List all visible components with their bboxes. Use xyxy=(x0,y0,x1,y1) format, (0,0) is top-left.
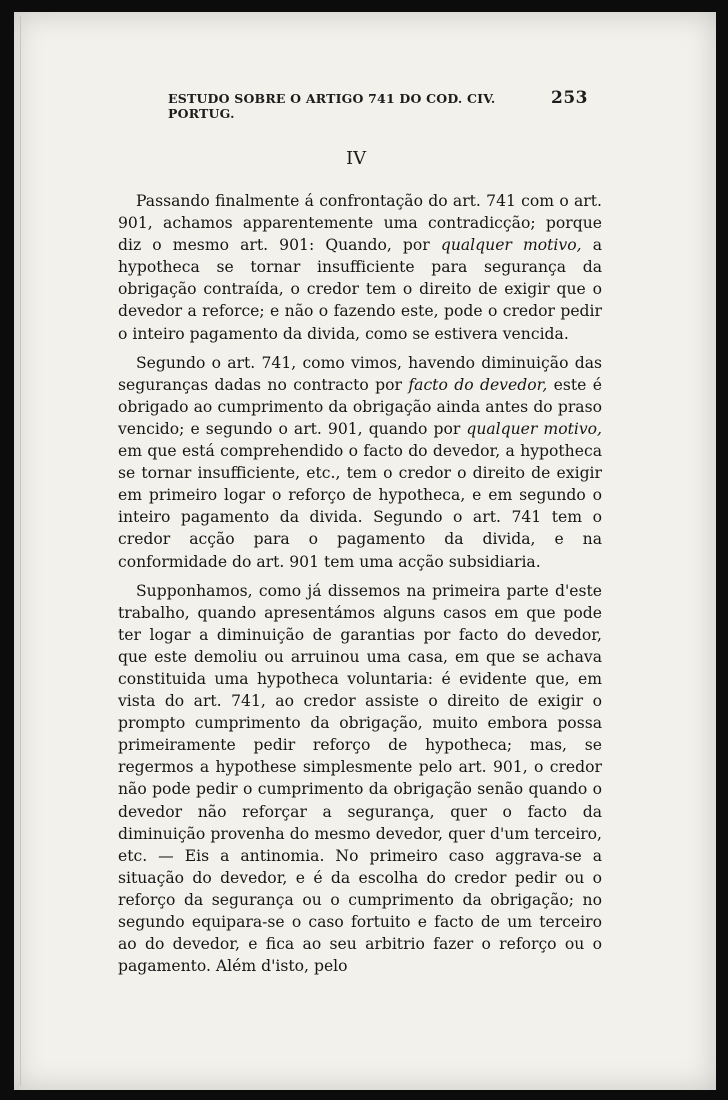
page-number: 253 xyxy=(551,88,588,108)
section-number: IV xyxy=(346,148,367,169)
text-run: este é obrigado ao cumprimento da obrigação ainda antes do praso vencido; e segundo o art. 901, quando por xyxy=(118,375,602,438)
text-run: Supponhamos, como já dissemos na primeira parte d'este trabalho, quando apresentámos alguns casos em que pode ter logar a diminuição de garantias por facto do devedor, que este demoliu ou arruinou uma casa, em que se achava constituida uma hypotheca voluntaria: é evidente que, em vista do art. 741, ao credor assiste o direito de exigir o prompto cumprimento da obrigação, muito embora possa primeiramente pedir reforço de hypotheca; mas, se regermos a hypothese simplesmente pelo art. 901, o credor não pode pedir o cumprimento da obrigação senão quando o devedor não reforçar a segurança, quer o facto da diminuição provenha do mesmo devedor, quer d'um terceiro, etc. — Eis a antinomia. No primeiro caso aggrava-se a situação do devedor, e é da escolha do credor pedir ou o reforço da segurança ou o cumprimento da obrigação; no segundo equipara-se o caso fortuito e facto de um terceiro ao do devedor, e fica ao seu arbitrio fazer o reforço ou o pagamento. Além d'isto, pelo xyxy=(118,581,602,976)
paragraph xyxy=(118,190,602,345)
paragraph xyxy=(118,352,602,573)
italic-text: facto do devedor, xyxy=(408,375,548,394)
text-run: em que está comprehendido o facto do devedor, a hypotheca se tornar insufficiente, etc., tem o credor o direito de exigir em primeiro logar o reforço de hypotheca, e em segundo o inteiro pagamento da divida. Segundo o art. 741 tem o credor acção para o pagamento da divida, e na conformidade do art. 901 tem uma acção subsidiaria. xyxy=(118,442,602,571)
body-text xyxy=(118,190,602,977)
running-head-title: ESTUDO SOBRE O ARTIGO 741 DO COD. CIV. PORTUG. xyxy=(168,91,496,121)
paragraph xyxy=(118,580,602,978)
text-run: Segundo o art. 741, como vimos, havendo diminuição das seguranças dadas no contracto por xyxy=(118,353,602,394)
italic-text: qualquer motivo, xyxy=(466,419,602,438)
text-run: Passando finalmente á confrontação do art. 741 com o art. 901, achamos apparentemente uma contradicção; porque diz o mesmo art. 901: Quando, por xyxy=(118,192,602,255)
running-head xyxy=(168,88,588,121)
text-run: a hypotheca se tornar insufficiente para segurança da obrigação contraída, o credor tem o direito de exigir que o devedor a reforce; e não o fazendo este, pode o credor pedir o inteiro pagamento da divida, como se estivera vencida. xyxy=(118,236,602,343)
italic-text: qualquer motivo, xyxy=(440,236,582,255)
book-page xyxy=(14,12,716,1090)
